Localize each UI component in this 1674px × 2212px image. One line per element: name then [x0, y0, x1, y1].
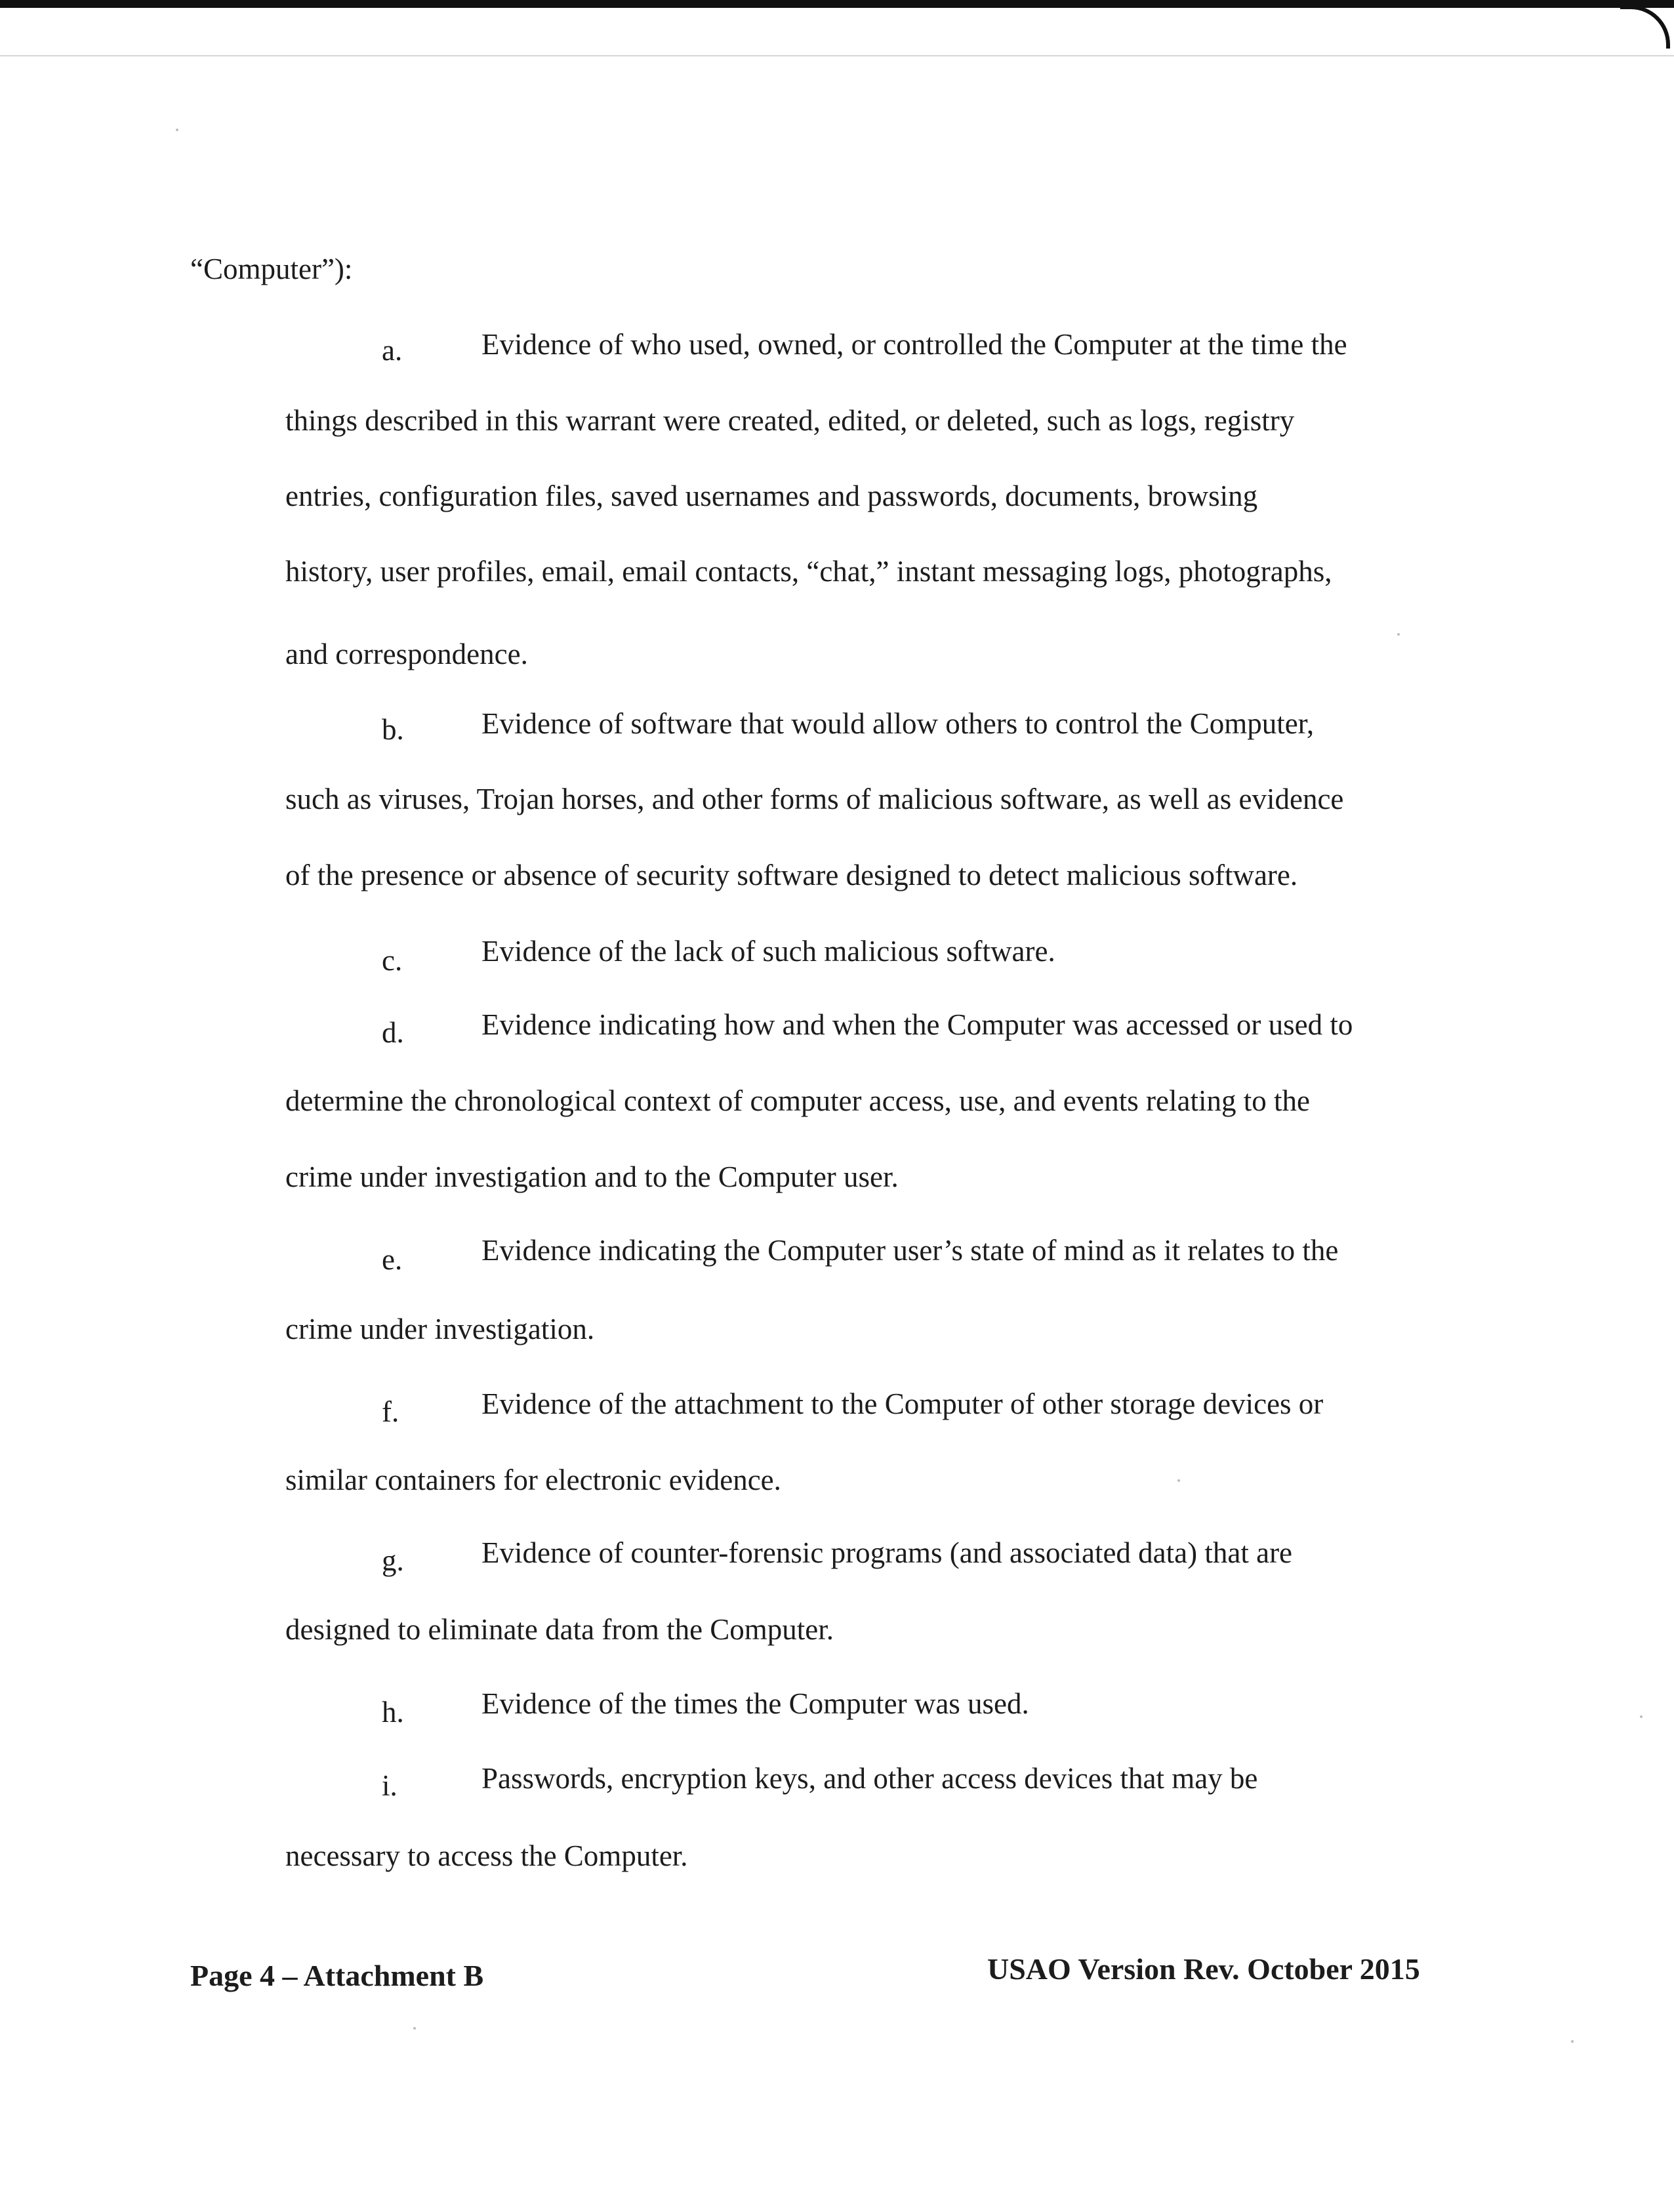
- lead-in-text: “Computer”):: [190, 253, 353, 285]
- item-text-line: Evidence of counter-forensic programs (and associated data) that are: [481, 1536, 1293, 1569]
- scan-speck: [1177, 1479, 1180, 1482]
- item-text-line: entries, configuration files, saved usernames and passwords, documents, browsing: [285, 480, 1258, 512]
- scan-fold-line: [0, 55, 1674, 56]
- item-letter: i.: [382, 1769, 398, 1802]
- item-text-line: history, user profiles, email, email contacts, “chat,” instant messaging logs, photographs,: [285, 555, 1332, 588]
- item-text-line: of the presence or absence of security software designed to detect malicious software.: [285, 859, 1298, 891]
- item-text-line: Evidence of the attachment to the Computer of other storage devices or: [481, 1387, 1324, 1420]
- item-letter: a.: [382, 334, 403, 367]
- item-text-line: and correspondence.: [285, 638, 528, 670]
- item-text-line: similar containers for electronic evidence.: [285, 1464, 781, 1496]
- item-text-line: Evidence indicating how and when the Computer was accessed or used to: [481, 1008, 1353, 1041]
- scan-speck: [1397, 633, 1400, 636]
- item-text-line: determine the chronological context of computer access, use, and events relating to the: [285, 1084, 1310, 1117]
- item-letter: c.: [382, 944, 403, 977]
- item-text-line: designed to eliminate data from the Computer.: [285, 1613, 834, 1646]
- item-letter: h.: [382, 1696, 404, 1729]
- scan-speck: [1640, 1715, 1643, 1718]
- item-text-line: crime under investigation and to the Computer user.: [285, 1160, 899, 1193]
- item-text-line: Evidence of the lack of such malicious software.: [481, 935, 1055, 968]
- scan-speck: [1571, 2040, 1574, 2043]
- scan-border-corner: [1620, 5, 1670, 49]
- item-text-line: Evidence of the times the Computer was used.: [481, 1687, 1029, 1720]
- footer-version-label: USAO Version Rev. October 2015: [987, 1952, 1420, 1986]
- item-text-line: Evidence indicating the Computer user’s state of mind as it relates to the: [481, 1234, 1339, 1267]
- item-letter: g.: [382, 1544, 404, 1577]
- footer-page-label: Page 4 – Attachment B: [190, 1959, 484, 1992]
- item-text-line: such as viruses, Trojan horses, and other forms of malicious software, as well as evidence: [285, 783, 1344, 815]
- item-text-line: crime under investigation.: [285, 1313, 595, 1345]
- scan-border-top: [0, 0, 1674, 8]
- item-letter: f.: [382, 1395, 399, 1428]
- item-text-line: Passwords, encryption keys, and other access devices that may be: [481, 1762, 1258, 1795]
- item-text-line: things described in this warrant were created, edited, or deleted, such as logs, registry: [285, 404, 1295, 437]
- item-letter: d.: [382, 1016, 404, 1049]
- scan-speck: [413, 2027, 416, 2030]
- item-text-line: Evidence of who used, owned, or controlled the Computer at the time the: [481, 328, 1347, 361]
- item-text-line: necessary to access the Computer.: [285, 1839, 688, 1872]
- scan-speck: [176, 129, 178, 131]
- item-letter: b.: [382, 713, 404, 746]
- item-text-line: Evidence of software that would allow others to control the Computer,: [481, 707, 1315, 740]
- item-letter: e.: [382, 1243, 403, 1276]
